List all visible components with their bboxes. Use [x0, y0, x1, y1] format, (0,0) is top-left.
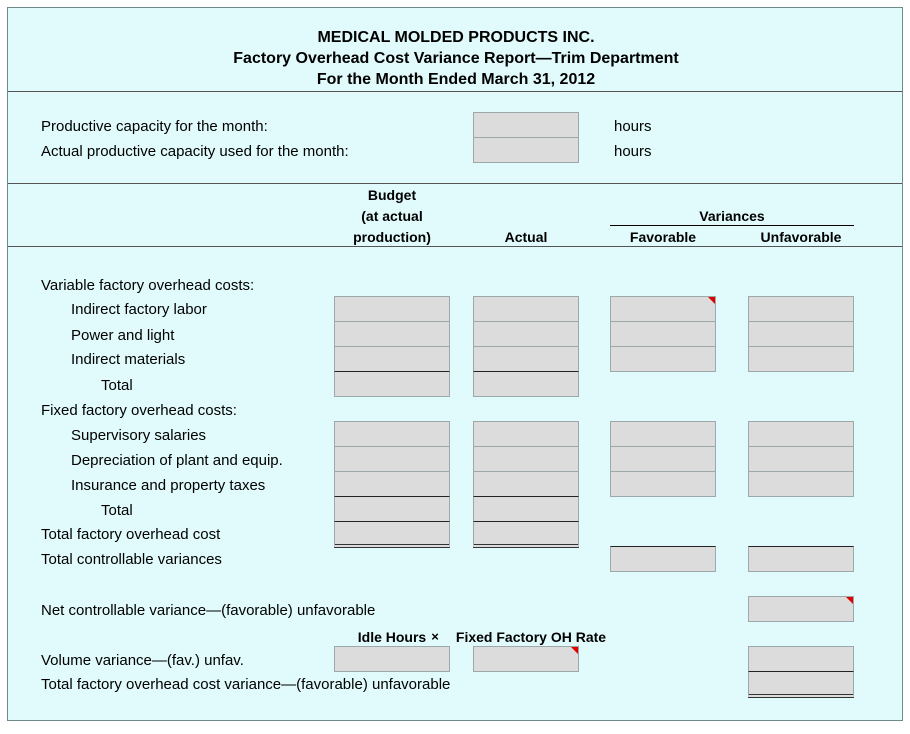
variable-heading: Variable factory overhead costs:: [41, 277, 255, 294]
variable-unfavorable-input[interactable]: [748, 346, 854, 372]
fixed-actual-input[interactable]: [473, 421, 579, 447]
variable-actual-input[interactable]: [473, 321, 579, 347]
variable-favorable-input[interactable]: [610, 321, 716, 347]
variable-item-label: Power and light: [71, 327, 175, 344]
comment-flag-icon: [846, 597, 853, 604]
variance-report: [7, 7, 903, 721]
net-controllable-label: Net controllable variance—(favorable) unfavorable: [41, 602, 376, 619]
variable-actual-input[interactable]: [473, 346, 579, 372]
fixed-budget-input[interactable]: [334, 446, 450, 472]
fixed-budget-total-input[interactable]: [334, 496, 450, 522]
comment-flag-icon: [571, 647, 578, 654]
fixed-unfavorable-input[interactable]: [748, 421, 854, 447]
fixed-item-label: Supervisory salaries: [71, 427, 207, 444]
variable-actual-input[interactable]: [473, 296, 579, 322]
variable-unfavorable-input[interactable]: [748, 321, 854, 347]
company-name: MEDICAL MOLDED PRODUCTS INC.: [317, 29, 595, 46]
controllable-favorable-input[interactable]: [610, 546, 716, 572]
net-controllable-input[interactable]: [748, 596, 854, 622]
comment-flag-icon: [708, 297, 715, 304]
fixed-heading: Fixed factory overhead costs:: [41, 402, 237, 419]
fixed-favorable-input[interactable]: [610, 421, 716, 447]
actual-capacity-label: Actual productive capacity used for the month:: [41, 143, 349, 160]
variable-unfavorable-input[interactable]: [748, 296, 854, 322]
fixed-actual-input[interactable]: [473, 446, 579, 472]
variable-budget-input[interactable]: [334, 321, 450, 347]
total-overhead-budget-input[interactable]: [334, 521, 450, 548]
variable-favorable-input[interactable]: [610, 296, 716, 322]
fixed-total-label: Total: [101, 502, 133, 519]
idle-hours-input[interactable]: [334, 646, 450, 672]
hours-unit-1: hours: [614, 118, 652, 135]
variable-favorable-input[interactable]: [610, 346, 716, 372]
fixed-favorable-input[interactable]: [610, 471, 716, 497]
fixed-rate-heading: Fixed Factory OH Rate: [455, 629, 607, 645]
fixed-favorable-input[interactable]: [610, 446, 716, 472]
report-title: Factory Overhead Cost Variance Report—Trim Department: [233, 50, 679, 67]
fixed-unfavorable-input[interactable]: [748, 446, 854, 472]
actual-heading: Actual: [504, 229, 548, 245]
budget-heading-3: production): [353, 229, 431, 245]
fixed-item-label: Depreciation of plant and equip.: [71, 452, 283, 469]
header-divider: [8, 91, 902, 92]
fixed-item-label: Insurance and property taxes: [71, 477, 266, 494]
fixed-unfavorable-input[interactable]: [748, 471, 854, 497]
column-heading-divider: [8, 246, 902, 247]
variable-budget-input[interactable]: [334, 296, 450, 322]
variable-total-label: Total: [101, 377, 133, 394]
hours-unit-2: hours: [614, 143, 652, 160]
productive-capacity-input[interactable]: [473, 112, 579, 138]
idle-hours-heading: Idle Hours: [357, 629, 427, 645]
favorable-heading: Favorable: [629, 229, 697, 245]
budget-heading-1: Budget: [367, 187, 417, 203]
fixed-actual-input[interactable]: [473, 471, 579, 497]
productive-capacity-label: Productive capacity for the month:: [41, 118, 268, 135]
budget-heading-2: (at actual: [361, 208, 423, 224]
variances-heading: Variances: [699, 208, 765, 224]
variances-heading-rule: [610, 225, 854, 226]
total-variance-label: Total factory overhead cost variance—(favorable) unfavorable: [41, 676, 451, 693]
multiply-icon: ×: [431, 629, 439, 644]
fixed-budget-input[interactable]: [334, 421, 450, 447]
variable-budget-total-input[interactable]: [334, 371, 450, 397]
capacity-divider: [8, 183, 902, 184]
variable-item-label: Indirect materials: [71, 351, 186, 368]
variable-actual-total-input[interactable]: [473, 371, 579, 397]
total-overhead-label: Total factory overhead cost: [41, 526, 221, 543]
controllable-unfavorable-input[interactable]: [748, 546, 854, 572]
variable-budget-input[interactable]: [334, 346, 450, 372]
fixed-budget-input[interactable]: [334, 471, 450, 497]
actual-capacity-input[interactable]: [473, 137, 579, 163]
unfavorable-heading: Unfavorable: [760, 229, 842, 245]
report-period: For the Month Ended March 31, 2012: [316, 71, 596, 88]
volume-variance-input[interactable]: [748, 646, 854, 672]
fixed-rate-input[interactable]: [473, 646, 579, 672]
volume-variance-label: Volume variance—(fav.) unfav.: [41, 652, 244, 669]
variable-item-label: Indirect factory labor: [71, 301, 207, 318]
total-variance-input[interactable]: [748, 671, 854, 698]
total-overhead-actual-input[interactable]: [473, 521, 579, 548]
fixed-actual-total-input[interactable]: [473, 496, 579, 522]
controllable-variances-label: Total controllable variances: [41, 551, 222, 568]
